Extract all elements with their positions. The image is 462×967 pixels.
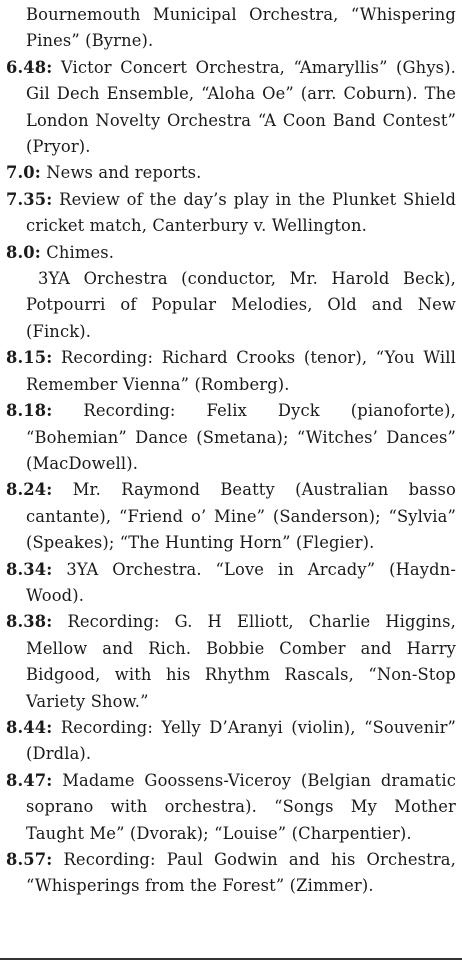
programme-entry-838: [6, 609, 456, 715]
entry-time: 8.44:: [6, 717, 53, 737]
entry-text: Recording: Paul Godwin and his Orchestra, “Whisperings from the Forest” (Zimmer).: [26, 850, 456, 896]
entry-text: Recording: Yelly D’Aranyi (violin), “Souvenir” (Drdla).: [26, 717, 456, 764]
entry-text: Recording: Richard Crooks (tenor), “You Will Remember Vienna” (Romberg).: [26, 348, 456, 394]
entry-text: Mr. Raymond Beatty (Australian basso cantante), “Friend o’ Mine” (Sanderson); “Sylvia” (Speakes); “The Hunting Horn” (Flegier).: [26, 480, 457, 553]
programme-entry-continuation: [6, 2, 456, 55]
radio-programme-column: [6, 2, 456, 900]
entry-time: 8.38:: [6, 612, 53, 632]
programme-entry-orchestra: [6, 266, 456, 345]
entry-text: Review of the day’s play in the Plunket Shield cricket match, Canterbury v. Wellington.: [26, 189, 457, 236]
entry-text: News and reports.: [46, 163, 202, 183]
entry-time: 8.47:: [6, 770, 53, 790]
entry-text: Madame Goossens-Viceroy (Belgian dramatic soprano with orchestra). “Songs My Mother Taught Me” (Dvorak); “Louise” (Charpentier).: [26, 770, 456, 843]
column-bottom-rule: [0, 958, 462, 960]
entry-time: 8.24:: [6, 480, 53, 500]
entry-time: 6.48:: [6, 57, 53, 77]
entry-text: Recording: Felix Dyck (pianoforte), “Bohemian” Dance (Smetana); “Witches’ Dances” (MacDowell).: [26, 401, 456, 473]
entry-time: 8.57:: [6, 850, 53, 869]
programme-entry-847: [6, 768, 456, 847]
programme-entry-818: [6, 398, 456, 477]
programme-entry-834: [6, 557, 456, 610]
programme-entry-857: [6, 847, 456, 900]
entry-time: 8.34:: [6, 559, 53, 579]
programme-entry-815: [6, 345, 456, 398]
entry-text: Victor Concert Orchestra, “Amaryllis” (Ghys). Gil Dech Ensemble, “Aloha Oe” (arr. Coburn). The London Novelty Orchestra “A Coon Band Contest” (Pryor).: [26, 57, 456, 157]
programme-entry-824: [6, 477, 456, 556]
entry-text: 3YA Orchestra (conductor, Mr. Harold Beck), Potpourri of Popular Melodies, Old and New (Finck).: [26, 269, 456, 341]
programme-entry-700: [6, 160, 456, 186]
entry-time: 8.0:: [6, 242, 41, 262]
entry-text: Recording: G. H Elliott, Charlie Higgins, Mellow and Rich. Bobbie Comber and Harry Bidgood, with his Rhythm Rascals, “Non-Stop Variety Show.”: [26, 612, 456, 711]
entry-text: Bournemouth Municipal Orchestra, “Whispering Pines” (Byrne).: [26, 5, 456, 51]
programme-entry-844: [6, 715, 456, 768]
entry-time: 7.0:: [6, 163, 41, 183]
entry-text: Chimes.: [46, 242, 115, 262]
entry-text: 3YA Orchestra. “Love in Arcady” (Haydn-Wood).: [26, 559, 456, 605]
entry-time: 8.15:: [6, 348, 53, 368]
entry-time: 8.18:: [6, 401, 53, 421]
programme-entry-648: [6, 55, 456, 161]
entry-time: 7.35:: [6, 189, 53, 209]
programme-entry-800: [6, 240, 456, 266]
programme-entry-735: [6, 187, 456, 240]
